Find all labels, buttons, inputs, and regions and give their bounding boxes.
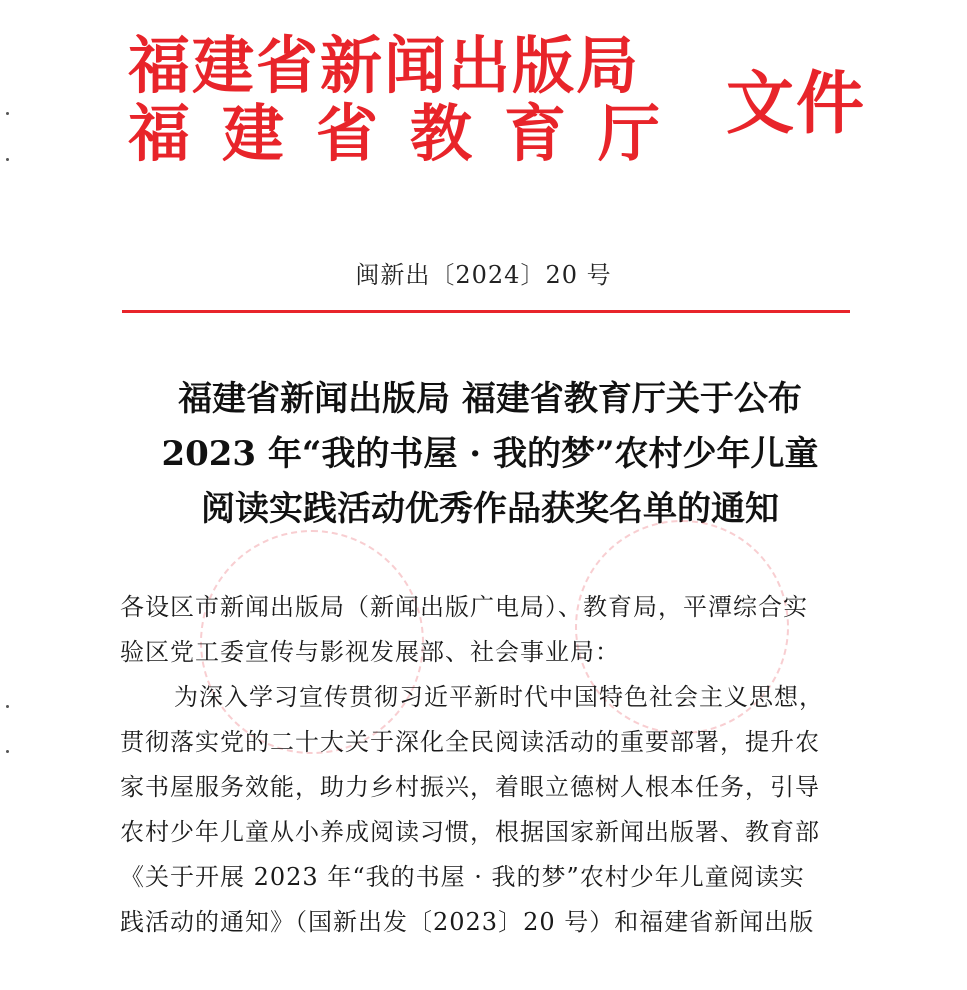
masthead-document-word: 文件: [726, 64, 867, 144]
body-line-6: 农村少年儿童从小养成阅读习惯，根据国家新闻出版署、教育部: [120, 818, 820, 846]
document-number: 闽新出〔2024〕20 号: [355, 261, 612, 289]
red-separator-line: [122, 310, 850, 313]
body-line-3: 为深入学习宣传贯彻习近平新时代中国特色社会主义思想，: [174, 683, 824, 711]
title-line-2: 2023 年“我的书屋 · 我的梦”农村少年儿童: [161, 434, 819, 474]
body-line-5: 家书屋服务效能，助力乡村振兴，着眼立德树人根本任务，引导: [120, 773, 820, 801]
scan-punch-mark: [6, 750, 9, 753]
masthead-org-education-dept: 福建省教育厅: [128, 97, 693, 170]
body-line-7: 《关于开展 2023 年“我的书屋 · 我的梦”农村少年儿童阅读实: [120, 863, 805, 891]
body-line-4: 贯彻落实党的二十大关于深化全民阅读活动的重要部署，提升农: [120, 728, 820, 756]
document-title: [100, 372, 880, 537]
body-line-1: 各设区市新闻出版局（新闻出版广电局）、教育局，平潭综合实: [120, 593, 808, 621]
scan-punch-mark: [6, 158, 9, 161]
scan-punch-mark: [6, 705, 9, 708]
title-line-1: 福建省新闻出版局 福建省教育厅关于公布: [178, 379, 802, 419]
body-line-8: 践活动的通知》（国新出发〔2023〕20 号）和福建省新闻出版: [120, 908, 815, 936]
masthead-org-press-bureau: 福建省新闻出版局: [128, 29, 641, 102]
scan-punch-mark: [6, 112, 9, 115]
title-line-3: 阅读实践活动优秀作品获奖名单的通知: [201, 489, 779, 529]
document-body: [120, 585, 872, 945]
red-masthead: [128, 28, 868, 178]
body-line-2: 验区党工委宣传与影视发展部、社会事业局：: [120, 638, 620, 666]
